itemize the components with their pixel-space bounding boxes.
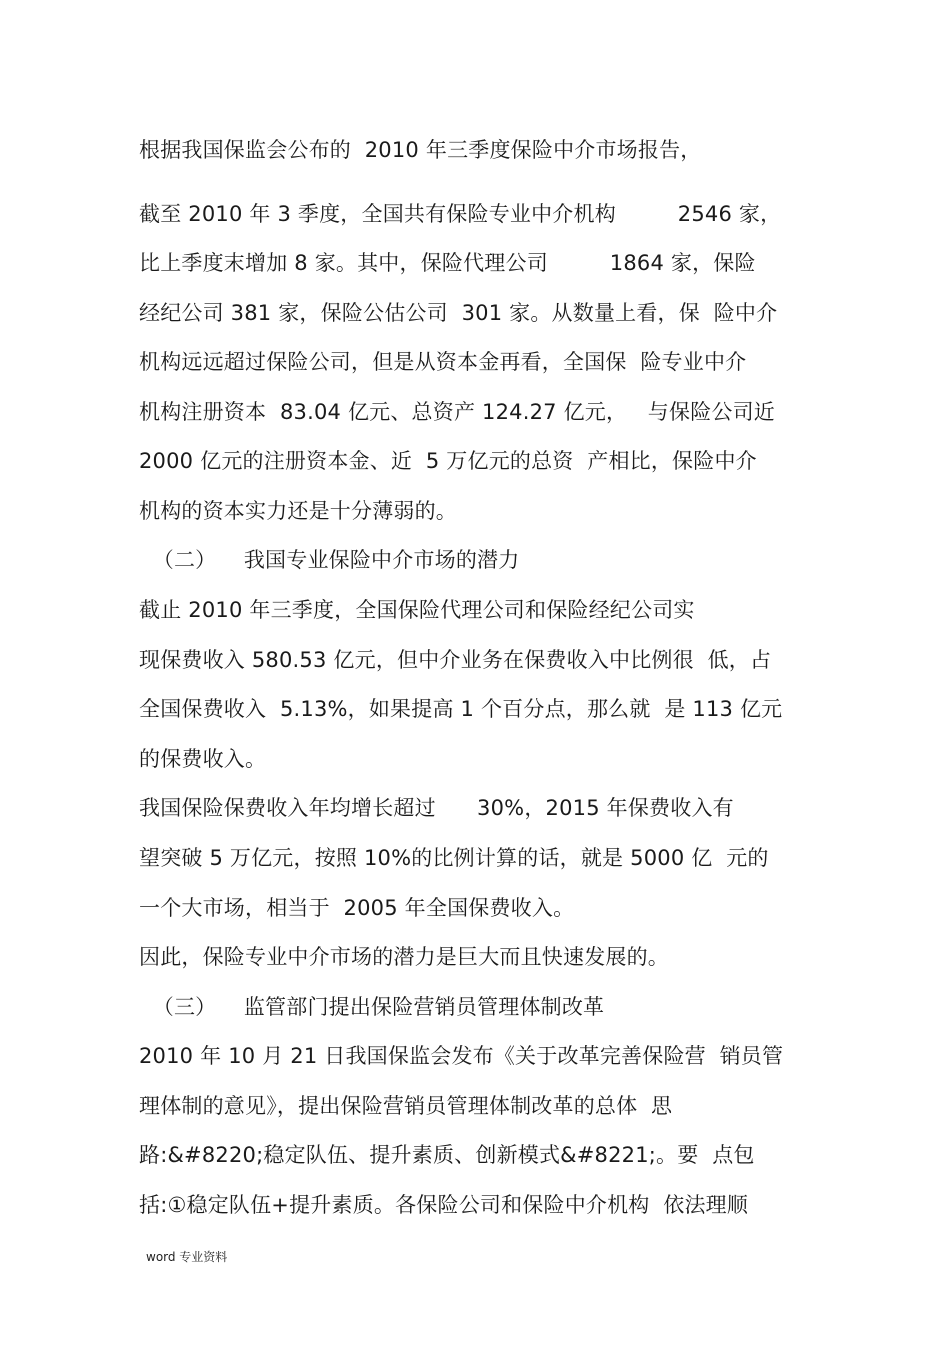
text-line: 一个大市场，相当于 2005 年全国保费收入。 bbox=[139, 896, 575, 920]
text-line: 2000 亿元的注册资本金、近 5 万亿元的总资 产相比，保险中介 bbox=[139, 449, 757, 473]
text-line: 机构注册资本 83.04 亿元、总资产 124.27 亿元， 与保险公司近 bbox=[139, 400, 775, 424]
text-line: 截至 2010 年 3 季度，全国共有保险专业中介机构 2546 家， bbox=[139, 202, 782, 226]
text-line: 路:&#8220;稳定队伍、提升素质、创新模式&#8221;。要 点包 bbox=[139, 1143, 755, 1167]
text-line: 括:①稳定队伍+提升素质。各保险公司和保险中介机构 依法理顺 bbox=[139, 1193, 749, 1217]
text-line: 根据我国保监会公布的 2010 年三季度保险中介市场报告， bbox=[139, 138, 702, 162]
text-line: 2010 年 10 月 21 日我国保监会发布《关于改革完善保险营 销员管 bbox=[139, 1044, 784, 1068]
text-line: 我国保险保费收入年均增长超过 30%，2015 年保费收入有 bbox=[139, 796, 734, 820]
text-line: 经纪公司 381 家，保险公估公司 301 家。从数量上看，保 险中介 bbox=[139, 301, 778, 325]
text-line: 望突破 5 万亿元，按照 10%的比例计算的话，就是 5000 亿 元的 bbox=[139, 846, 769, 870]
section-heading-3: （三） 监管部门提出保险营销员管理体制改革 bbox=[139, 995, 605, 1019]
text-line: 的保费收入。 bbox=[139, 747, 267, 771]
text-line: 全国保费收入 5.13%，如果提高 1 个百分点，那么就 是 113 亿元 bbox=[139, 697, 783, 721]
text-line: 比上季度末增加 8 家。其中，保险代理公司 1864 家，保险 bbox=[139, 251, 756, 275]
text-line: 截止 2010 年三季度，全国保险代理公司和保险经纪公司实 bbox=[139, 598, 695, 622]
text-line: 因此，保险专业中介市场的潜力是巨大而且快速发展的。 bbox=[139, 945, 669, 969]
text-line: 机构远远超过保险公司，但是从资本金再看，全国保 险专业中介 bbox=[139, 350, 747, 374]
page-footer: word 专业资料 bbox=[146, 1250, 228, 1264]
text-line: 现保费收入 580.53 亿元，但中介业务在保费收入中比例很 低，占 bbox=[139, 648, 772, 672]
section-heading-2: （二） 我国专业保险中介市场的潜力 bbox=[139, 548, 520, 572]
text-line: 机构的资本实力还是十分薄弱的。 bbox=[139, 499, 457, 523]
text-line: 理体制的意见》，提出保险营销员管理体制改革的总体 思 bbox=[139, 1094, 673, 1118]
